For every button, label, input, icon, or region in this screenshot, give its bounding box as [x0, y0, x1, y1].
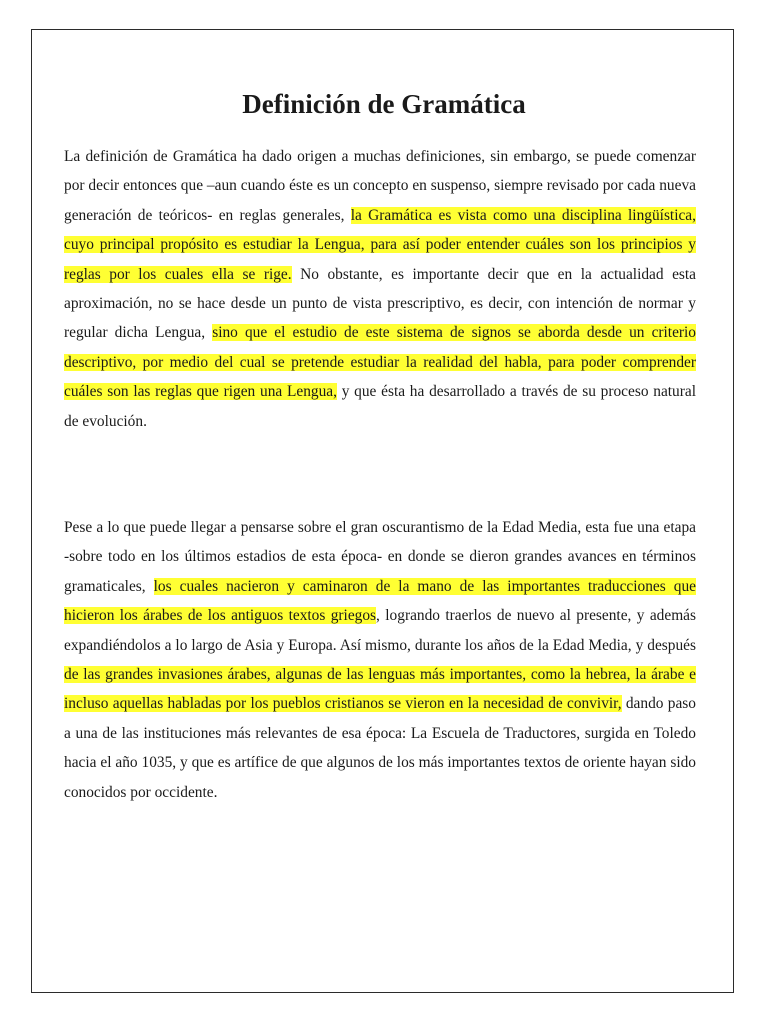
paragraph-text: No obstante, es importante decir que en la actualidad esta aproximación, no se hace desde un punto de vista prescriptivo, es decir, con intención de normar y regular dicha Lengua, [64, 265, 697, 342]
highlighted-text: sino que el estudio de este sistema de signos se aborda desde un criterio descriptivo, por medio del cual se pretende estudiar la realidad del habla, para poder comprender cuáles son las reglas que rigen una Lengua, [64, 324, 697, 401]
paragraph-text: Pese a lo que puede llegar a pensarse sobre el gran oscurantismo de la Edad Media, esta fue una etapa -sobre todo en los últimos estadios de esta época- en donde se dieron grandes avances en términos gramaticales, [64, 519, 696, 595]
paragraph-1 [64, 142, 696, 436]
paragraph-2 [64, 513, 696, 807]
highlighted-text: de las grandes invasiones árabes, algunas de las lenguas más importantes, como la hebrea, la árabe e incluso aquellas habladas por los pueblos cristianos se vieron en la necesidad de convivir, [64, 666, 696, 713]
highlighted-text: la Gramática es vista como una disciplina lingüística, cuyo principal propósito es estudiar la Lengua, para así poder entender cuáles son los principios y reglas por los cuales ella se rige. [64, 206, 696, 283]
paragraph-text: La definición de Gramática ha dado origen a muchas definiciones, sin embargo, se puede comenzar por decir entonces que –aun cuando éste es un concepto en suspenso, siempre revisado por cada nueva generación de teóricos- en reglas generales, [64, 148, 696, 224]
paragraph-text: dando paso a una de las instituciones más relevantes de esa época: La Escuela de Traductores, surgida en Toledo hacia el año 1035, y que es artífice de que algunos de los más importantes textos de oriente hayan sido conocidos por occidente. [64, 695, 696, 801]
highlighted-text: los cuales nacieron y caminaron de la mano de las importantes traducciones que hicieron los árabes de los antiguos textos griegos [64, 577, 696, 625]
paragraph-text: , logrando traerlos de nuevo al presente, y además expandiéndolos a lo largo de Asia y Europa. Así mismo, durante los años de la Edad Media, y después [64, 607, 696, 654]
paragraph-text: y que ésta ha desarrollado a través de su proceso natural de evolución. [64, 383, 696, 430]
document-title: Definición de Gramática [242, 89, 526, 119]
